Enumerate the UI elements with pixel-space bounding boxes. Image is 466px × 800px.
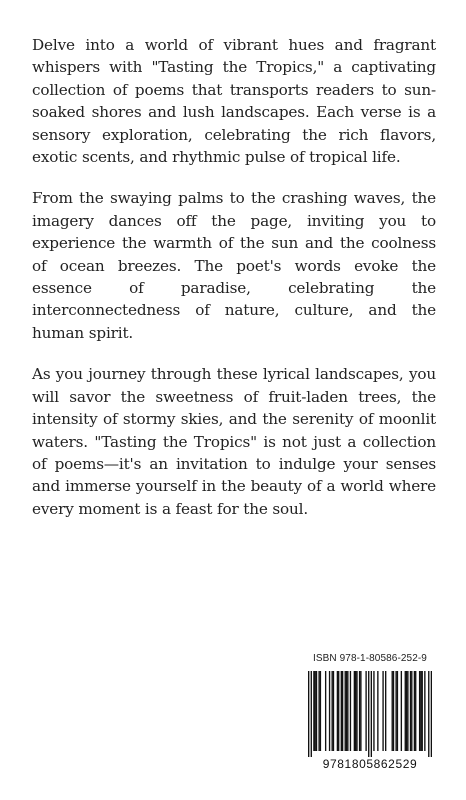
isbn-label: ISBN 978-1-80586-252-9 (313, 653, 427, 664)
barcode-bar (350, 671, 351, 751)
barcode-bar (415, 671, 416, 751)
barcode-bar (356, 671, 357, 751)
barcode-icon (308, 671, 432, 757)
barcode-bar (406, 671, 407, 751)
barcode-bar (325, 671, 326, 751)
barcode-bar (345, 671, 346, 751)
barcode-bar (422, 671, 423, 751)
barcode-bar (405, 671, 406, 751)
blurb-paragraph-1: Delve into a world of vibrant hues and fragrant whispers with "Tasting the Tropics," a captivating collection of poems that transports readers to sun-soaked shores and lush landscapes. Each verse is a sensory exploration, celebrating the rich flavors, exotic scents, and rhythmic pulse of tropical life. (32, 36, 436, 167)
blurb-paragraph-2: From the swaying palms to the crashing waves, the imagery dances off the page, inviting you to experience the warmth of the sun and the coolness of ocean breezes. The poet's words evoke the essence of paradise, celebrating the interconnectedness of nature, culture, and the human spirit. (32, 189, 436, 342)
barcode-bar (313, 671, 314, 751)
barcode-bar (354, 671, 355, 751)
barcode-bar (333, 671, 334, 751)
barcode-bar (311, 671, 312, 757)
barcode-bar (347, 671, 348, 751)
barcode-bar (368, 671, 369, 757)
barcode-bar (420, 671, 421, 751)
barcode-bar (365, 671, 366, 751)
barcode-bar (397, 671, 398, 751)
barcode-bar (407, 671, 408, 751)
barcode-bar (401, 671, 402, 751)
barcode-bar (395, 671, 396, 751)
barcode-bar (424, 671, 425, 751)
isbn-digits: 9781805862529 (322, 757, 418, 771)
barcode-bar (315, 671, 316, 751)
barcode-bar (373, 671, 374, 751)
barcode-bar (385, 671, 386, 751)
barcode-bar (359, 671, 360, 751)
barcode-bar (331, 671, 332, 751)
barcode-bar (346, 671, 347, 751)
barcode-bar (428, 671, 429, 757)
barcode-bar (320, 671, 321, 751)
barcode-bar (410, 671, 411, 751)
blurb-paragraph-3: As you journey through these lyrical landscapes, you will savor the sweetness of fruit-laden trees, the intensity of stormy skies, and the serenity of moonlit waters. "Tasting the Tropics" is not just a collection of poems—it's an invitation to indulge your senses and immerse yourself in the beauty of a world where every moment is a feast for the soul. (32, 365, 436, 518)
barcode-bar (337, 671, 338, 751)
barcode-bar (342, 671, 343, 751)
barcode-bar (318, 671, 319, 751)
barcode-bar (355, 671, 356, 751)
barcode-bar (316, 671, 317, 751)
barcode-bar (308, 671, 309, 757)
barcode-bar (392, 671, 393, 751)
barcode-bar (341, 671, 342, 751)
barcode-bar (338, 671, 339, 751)
barcode-bar (419, 671, 420, 751)
barcode-bar (382, 671, 383, 751)
isbn-barcode-box (306, 653, 434, 773)
barcode-bar (393, 671, 394, 751)
barcode-bar (329, 671, 330, 751)
barcode-bar (411, 671, 412, 751)
barcode-bar (360, 671, 361, 751)
barcode-bar (377, 671, 378, 751)
blurb-text (32, 34, 436, 520)
barcode-bar (431, 671, 432, 757)
barcode-bar (371, 671, 372, 757)
barcode-bar (414, 671, 415, 751)
